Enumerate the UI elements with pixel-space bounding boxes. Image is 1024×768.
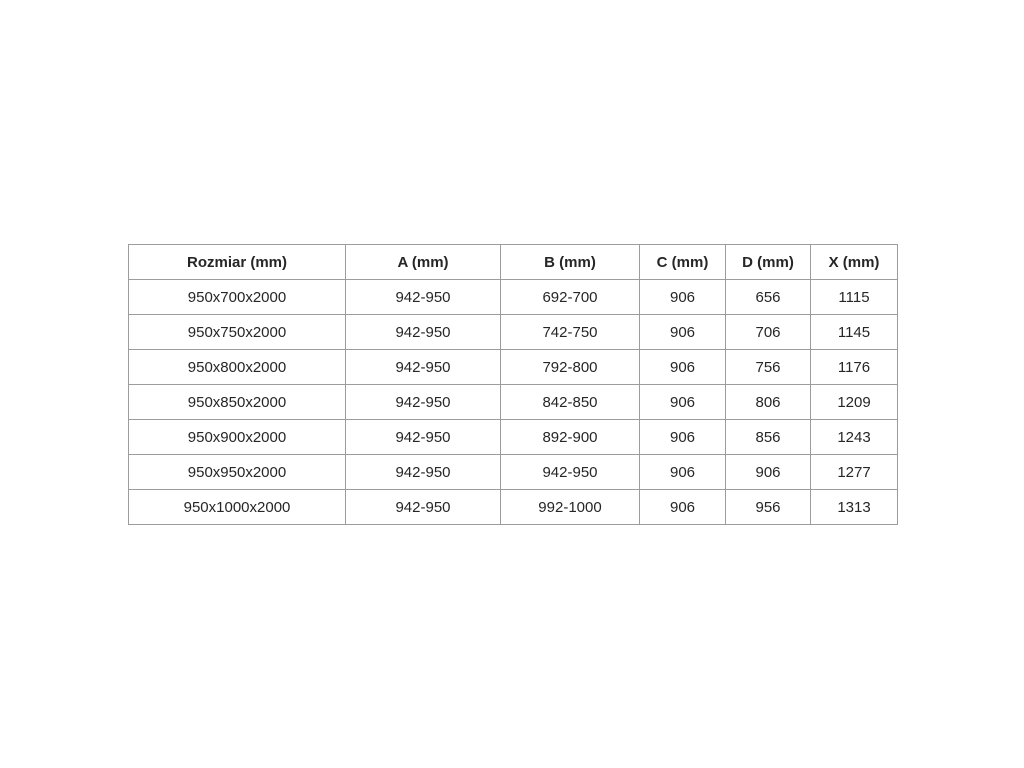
cell-a: 942-950 xyxy=(346,350,501,385)
cell-b: 942-950 xyxy=(501,455,640,490)
cell-x: 1145 xyxy=(811,315,898,350)
column-header-b: B (mm) xyxy=(501,245,640,280)
cell-c: 906 xyxy=(640,280,726,315)
cell-a: 942-950 xyxy=(346,280,501,315)
table-row xyxy=(129,455,898,490)
cell-rozmiar: 950x700x2000 xyxy=(129,280,346,315)
cell-b: 992-1000 xyxy=(501,490,640,525)
cell-a: 942-950 xyxy=(346,315,501,350)
cell-a: 942-950 xyxy=(346,385,501,420)
cell-x: 1209 xyxy=(811,385,898,420)
cell-c: 906 xyxy=(640,420,726,455)
cell-c: 906 xyxy=(640,455,726,490)
dimension-spec-table-container xyxy=(128,244,897,525)
column-header-x: X (mm) xyxy=(811,245,898,280)
cell-rozmiar: 950x1000x2000 xyxy=(129,490,346,525)
column-header-a: A (mm) xyxy=(346,245,501,280)
table-row xyxy=(129,385,898,420)
cell-a: 942-950 xyxy=(346,490,501,525)
column-header-rozmiar: Rozmiar (mm) xyxy=(129,245,346,280)
cell-x: 1313 xyxy=(811,490,898,525)
header-row xyxy=(129,245,898,280)
column-header-d: D (mm) xyxy=(726,245,811,280)
table-row xyxy=(129,490,898,525)
cell-b: 692-700 xyxy=(501,280,640,315)
cell-c: 906 xyxy=(640,385,726,420)
cell-x: 1115 xyxy=(811,280,898,315)
table-body xyxy=(129,280,898,525)
cell-x: 1277 xyxy=(811,455,898,490)
cell-rozmiar: 950x850x2000 xyxy=(129,385,346,420)
cell-d: 706 xyxy=(726,315,811,350)
cell-rozmiar: 950x950x2000 xyxy=(129,455,346,490)
dimension-spec-table xyxy=(128,244,898,525)
cell-rozmiar: 950x800x2000 xyxy=(129,350,346,385)
table-row xyxy=(129,350,898,385)
cell-d: 956 xyxy=(726,490,811,525)
cell-a: 942-950 xyxy=(346,420,501,455)
cell-b: 842-850 xyxy=(501,385,640,420)
cell-b: 892-900 xyxy=(501,420,640,455)
table-row xyxy=(129,315,898,350)
cell-b: 792-800 xyxy=(501,350,640,385)
cell-c: 906 xyxy=(640,350,726,385)
column-header-c: C (mm) xyxy=(640,245,726,280)
cell-d: 906 xyxy=(726,455,811,490)
cell-rozmiar: 950x750x2000 xyxy=(129,315,346,350)
cell-x: 1243 xyxy=(811,420,898,455)
cell-c: 906 xyxy=(640,315,726,350)
table-row xyxy=(129,420,898,455)
cell-d: 856 xyxy=(726,420,811,455)
table-row xyxy=(129,280,898,315)
cell-c: 906 xyxy=(640,490,726,525)
cell-rozmiar: 950x900x2000 xyxy=(129,420,346,455)
cell-d: 656 xyxy=(726,280,811,315)
cell-a: 942-950 xyxy=(346,455,501,490)
table-header xyxy=(129,245,898,280)
cell-x: 1176 xyxy=(811,350,898,385)
cell-d: 756 xyxy=(726,350,811,385)
cell-b: 742-750 xyxy=(501,315,640,350)
cell-d: 806 xyxy=(726,385,811,420)
